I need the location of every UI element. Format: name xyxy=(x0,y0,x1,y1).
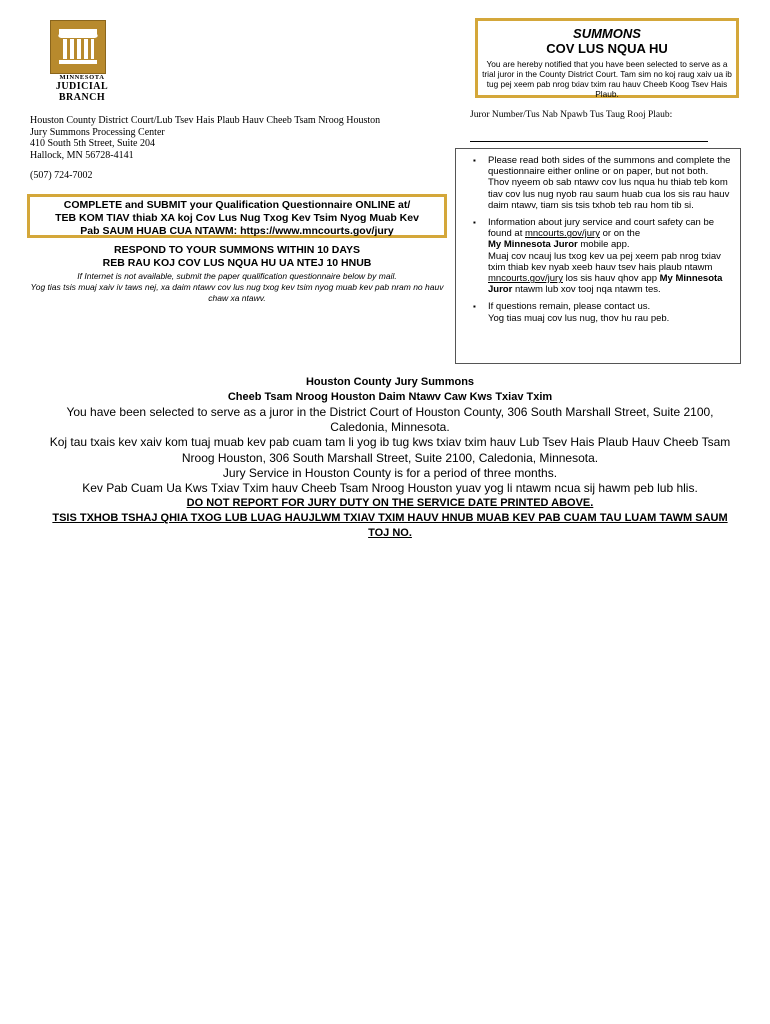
main-para-hmong: Koj tau txais kev xaiv kom tuaj muab kev pab cuam tam li yog ib tug kws txiav txim hauv Lub Tsev Hais Plaub Hauv Cheeb Tsam Nroog Houston, 306 South Marshall Street, Suite 2100, Caledonia, Minnesota. xyxy=(49,435,731,465)
logo-line-2: JUDICIAL xyxy=(55,81,109,92)
address-line-1: Houston County District Court/Lub Tsev Hais Plaub Hauv Cheeb Tsam Nroog Houston xyxy=(30,115,381,126)
info-read-hmong: Thov nyeem ob sab ntawv cov lus nqua hu thiab teb kom tiav cov lus nug nyob rau saum huab cua los sis rau hauv daim ntawv, tiam sis tsis txhob teb rau hom tib si. xyxy=(488,177,730,211)
court-address xyxy=(30,115,380,161)
logo-line-1: MINNESOTA xyxy=(59,74,105,81)
main-summons-text xyxy=(45,375,735,541)
internet-note-hmong: Yog tias tsis muaj xaiv iv taws nej, xa daim ntawv cov lus nug txog kev tsim nyog muab kev pab nram no hauv chaw xa ntawv. xyxy=(30,282,444,303)
info-item-questions xyxy=(488,301,732,323)
info-service-hmong-post: ntawm lub xov tooj nqa ntawm tes. xyxy=(514,284,661,296)
internet-note xyxy=(27,271,447,304)
summons-header-box xyxy=(475,18,739,98)
main-para-en: You have been selected to serve as a juror in the District Court of Houston County, 306 South Marshall Street, Suite 2100, Caledonia, Minnesota. xyxy=(66,405,714,435)
summons-title-hmong: COV LUS NQUA HU xyxy=(546,41,668,56)
address-line-3: 410 South 5th Street, Suite 204 xyxy=(30,138,155,149)
info-questions-hmong: Yog tias muaj cov lus nug, thov hu rau peb. xyxy=(488,312,670,324)
logo-wordmark xyxy=(36,74,128,103)
do-not-report-en: DO NOT REPORT FOR JURY DUTY ON THE SERVICE DATE PRINTED ABOVE. xyxy=(186,497,594,510)
address-line-4: Hallock, MN 56728-4141 xyxy=(30,149,134,161)
respond-deadline xyxy=(27,244,447,270)
info-service-en-mid: or on the xyxy=(602,228,641,240)
juror-number-line xyxy=(470,141,708,142)
app-name: My Minnesota Juror xyxy=(488,239,578,251)
mncourts-link-hmong[interactable]: mncourts.gov/jury xyxy=(488,273,563,285)
juror-number-label: Juror Number/Tus Nab Npawb Tus Taug Rooj Plaub: xyxy=(470,110,673,120)
info-box xyxy=(455,148,741,364)
online-line-1: COMPLETE and SUBMIT your Qualification Questionnaire ONLINE at/ xyxy=(63,199,411,211)
internet-note-en: If Internet is not available, submit the paper qualification questionnaire below by mail. xyxy=(77,271,397,281)
info-service-en-pre: Information about jury service and court safety can be found at xyxy=(488,217,715,240)
online-questionnaire-box xyxy=(27,194,447,238)
summons-title: SUMMONS xyxy=(573,26,641,41)
info-service-hmong-mid: los sis hauv qhov app xyxy=(565,273,657,285)
summons-desc-en: You are hereby notified that you have been selected to serve as a trial juror in the County District Court. xyxy=(482,59,728,79)
main-heading-hmong: Cheeb Tsam Nroog Houston Daim Ntawv Caw Kws Txiav Txim xyxy=(227,391,553,403)
online-line-3: Pab SAUM HUAB CUA NTAWM: https://www.mncourts.gov/jury xyxy=(80,225,394,237)
do-not-report-hmong: TSIS TXHOB TSHAJ QHIA TXOG LUB LUAG HAUJLWM TXIAV TXIM HAUV HNUB MUAB KEV PAB CUAM TAU LUAM TAWM SAUM TOJ NO. xyxy=(52,512,728,540)
info-read-en: Please read both sides of the summons and complete the questionnaire either online or on paper, but not both. xyxy=(488,155,731,178)
info-service-en-post: mobile app. xyxy=(580,239,630,251)
main-heading: Houston County Jury Summons xyxy=(305,376,475,388)
address-line-2: Jury Summons Processing Center xyxy=(30,126,165,138)
service-period-hmong: Kev Pab Cuam Ua Kws Txiav Txim hauv Cheeb Tsam Nroog Houston yuav yog li ntawm ncua sij hawm peb lub hlis. xyxy=(82,481,698,496)
summons-desc-hmong: Tam sim no koj raug xaiv ua ib tug pej xeem pab nrog txiav txim rau hauv Cheeb Koog Tsev Hais Plaub. xyxy=(486,69,732,99)
courthouse-pillar-icon xyxy=(50,20,106,74)
info-questions-en: If questions remain, please contact us. xyxy=(488,301,651,313)
service-period-en: Jury Service in Houston County is for a period of three months. xyxy=(222,465,558,480)
info-service-hmong-pre: Muaj cov ncauj lus txog kev ua pej xeem pab nrog txiav txim thiab kev nyab xeeb hauv tsev hais plaub ntawm xyxy=(488,250,721,273)
online-line-2: TEB KOM TIAV thiab XA koj Cov Lus Nug Txog Kev Tsim Nyog Muab Kev xyxy=(55,212,419,224)
logo-line-3: BRANCH xyxy=(58,92,106,103)
respond-line-en: RESPOND TO YOUR SUMMONS WITHIN 10 DAYS xyxy=(113,244,360,256)
mncourts-link[interactable]: mncourts.gov/jury xyxy=(524,228,600,240)
info-item-read xyxy=(488,155,732,211)
app-name-hmong: My Minnesota Juror xyxy=(488,273,723,296)
info-item-jury-service xyxy=(488,217,732,295)
respond-line-hmong: REB RAU KOJ COV LUS NQUA HU UA NTEJ 10 HNUB xyxy=(102,257,372,269)
court-phone: (507) 724-7002 xyxy=(30,170,93,181)
